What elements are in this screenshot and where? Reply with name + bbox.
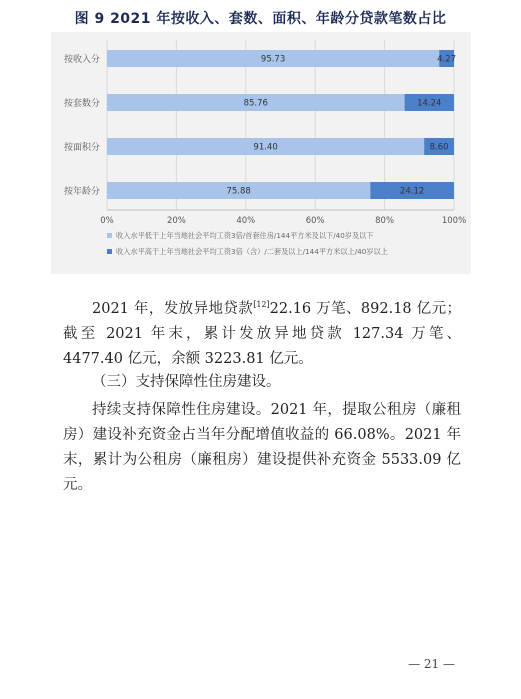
- figure-title: 图 9 2021 年按收入、套数、面积、年龄分贷款笔数占比: [74, 11, 447, 27]
- data-label: 24.12: [399, 186, 425, 197]
- paragraph1-text-b: 22.16 万笔、892.18 亿元；截至 2021 年末，累计发放异地贷款 127.34 万笔、4477.40 亿元，余额 3223.81 亿元。: [63, 300, 461, 367]
- category-label: 按收入分: [63, 55, 100, 65]
- x-tick-label: 80%: [375, 216, 395, 226]
- x-tick-label: 100%: [441, 216, 467, 226]
- data-label: 85.76: [243, 98, 268, 109]
- legend-label: 收入水平低于上年当地社会平均工资3倍/首套住房/144平方米及以下/40岁及以下: [116, 231, 374, 240]
- data-label: 8.60: [429, 142, 449, 153]
- data-label: 75.88: [226, 186, 251, 197]
- x-tick-label: 40%: [236, 216, 256, 226]
- category-label: 按面积分: [63, 143, 100, 153]
- category-label: 按年龄分: [63, 187, 100, 197]
- page-number: — 21 —: [408, 657, 455, 671]
- x-tick-label: 20%: [166, 216, 186, 226]
- category-label: 按套数分: [63, 99, 100, 109]
- paragraph-affordable-housing: 持续支持保障性住房建设。2021 年，提取公租房（廉租房）建设补充资金占当年分配增值收益的 66.08%。2021 年末，累计为公租房（廉租房）建设提供补充资金 5533.09 亿元。: [63, 402, 461, 493]
- section-heading: （三）支持保障性住房建设。: [92, 374, 281, 390]
- x-tick-label: 60%: [305, 216, 325, 226]
- data-label: 91.40: [253, 142, 278, 153]
- data-label: 14.24: [417, 98, 442, 109]
- legend-swatch: [107, 249, 112, 254]
- chart-panel: [51, 32, 471, 274]
- legend-label: 收入水平高于上年当地社会平均工资3倍（含）/二套及以上/144平方米以上/40岁以上: [116, 247, 388, 256]
- legend-swatch: [107, 233, 112, 238]
- data-label: 95.73: [260, 54, 286, 65]
- x-tick-label: 0%: [100, 216, 114, 226]
- paragraph-remote-loans: [63, 292, 461, 372]
- stacked-bar-chart: [51, 32, 471, 274]
- paragraph1-text-a: 2021 年，发放异地贷款: [92, 300, 254, 317]
- footnote-ref: [12]: [253, 300, 270, 309]
- data-label: 4.27: [437, 54, 457, 65]
